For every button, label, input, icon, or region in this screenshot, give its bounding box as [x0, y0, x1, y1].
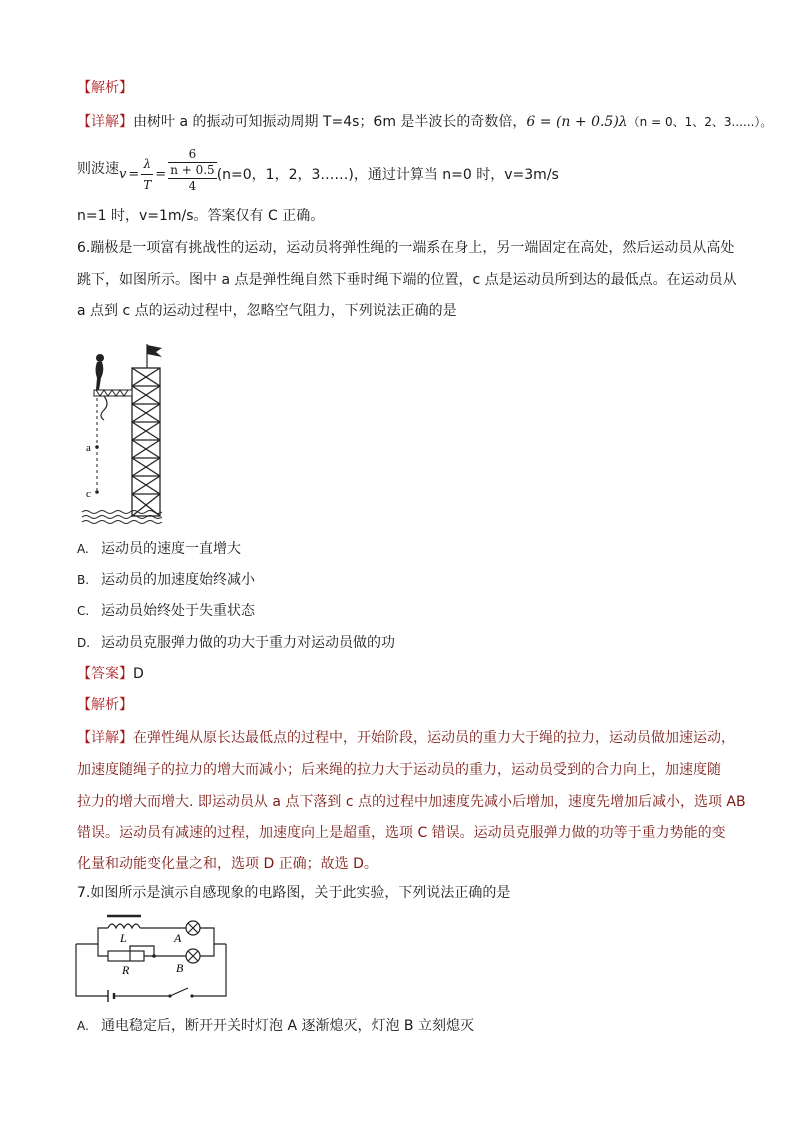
q6-analysis-tag: 【解析】 — [77, 697, 133, 713]
label-A: A — [174, 931, 182, 945]
switch-pivot — [168, 994, 171, 997]
q5-line2-prefix: 则波速 — [77, 161, 119, 177]
label-a: a — [86, 442, 91, 454]
circuit-diagram — [74, 908, 234, 1004]
q6-answer — [77, 664, 144, 684]
q5-line1-text: 由树叶 a 的振动可知振动周期 T=4s；6m 是半波长的奇数倍， — [133, 114, 527, 130]
q5-analysis-tag: 【解析】 — [77, 80, 133, 96]
q5-big-num: 6 — [168, 146, 217, 163]
flag-icon — [147, 345, 162, 357]
q6-option-a-text: 运动员的速度一直增大 — [101, 541, 241, 557]
q5-eq2: = — [155, 167, 167, 182]
label-c: c — [86, 488, 91, 500]
wire-branch-top-left — [76, 928, 108, 944]
q5-inner-top: n + 0.5 — [170, 163, 215, 177]
q6-detail-line4: 错误。运动员有减速的过程，加速度向上是超重，选项 C 错误。运动员克服弹力做的功等于重力势能的变 — [77, 825, 726, 841]
wire-lamp-b-right — [200, 944, 214, 956]
q5-big-fraction — [168, 146, 217, 194]
q5-detail-tag: 【详解】 — [77, 114, 133, 130]
switch-contact — [190, 994, 193, 997]
q6-option-c-text: 运动员始终处于失重状态 — [101, 603, 255, 619]
q6-answer-value: D — [133, 666, 144, 682]
q5-inner-fraction — [168, 163, 217, 194]
q6-option-a — [77, 539, 241, 559]
bungee-cord — [101, 396, 107, 420]
q6-stem-line3: a 点到 c 点的运动过程中，忽略空气阻力，下列说法正确的是 — [77, 303, 457, 319]
bungee-figure — [80, 340, 180, 530]
q6-answer-tag: 【答案】 — [77, 666, 133, 682]
q7-option-a-text: 通电稳定后，断开开关时灯泡 A 逐渐熄灭，灯泡 B 立刻熄灭 — [101, 1018, 474, 1034]
wire-branch-bottom-left — [98, 944, 108, 956]
label-R: R — [122, 963, 130, 977]
jumper-icon — [96, 354, 105, 390]
q6-detail-line2: 加速度随绳子的拉力的增大而减小；后来绳的拉力大于运动员的重力，运动员受到的合力向上，加速度随 — [77, 762, 721, 778]
q6-detail-line5: 化量和动能变化量之和，选项 D 正确；故选 D。 — [77, 856, 378, 872]
rheostat-slider — [130, 946, 154, 961]
q5-v-symbol: v — [119, 167, 127, 182]
q5-line1-range: （n = 0、1、2、3......）。 — [627, 115, 773, 129]
q5-line2-suffix: (n=0，1，2，3……)，通过计算当 n=0 时，v=3m/s — [216, 167, 559, 183]
jump-platform — [94, 390, 132, 396]
q6-detail-tag: 【详解】 — [77, 730, 133, 746]
q6-option-b — [77, 570, 255, 590]
q5-T: T — [143, 177, 152, 192]
q5-detail-line1 — [77, 112, 772, 132]
q6-option-a-key: A. — [77, 542, 89, 556]
wire-left — [76, 944, 108, 996]
q6-option-d — [77, 633, 395, 653]
label-L: L — [120, 931, 127, 945]
q6-option-c-key: C. — [77, 604, 90, 618]
water — [82, 511, 162, 524]
q5-inner-bottom: 4 — [188, 179, 197, 193]
q7-stem: 7.如图所示是演示自感现象的电路图，关于此实验，下列说法正确的是 — [77, 885, 511, 901]
inductor-coil — [108, 924, 140, 928]
q6-stem-line2: 跳下，如图所示。图中 a 点是弹性绳自然下垂时绳下端的位置，c 点是运动员所到达的最低点。在运动员从 — [77, 272, 737, 288]
q6-detail-text1: 在弹性绳从原长达最低点的过程中，开始阶段，运动员的重力大于绳的拉力，运动员做加速运动， — [133, 730, 735, 746]
q5-detail-line2 — [77, 142, 559, 196]
q6-option-c — [77, 601, 255, 621]
tower — [132, 368, 160, 516]
point-a — [95, 445, 99, 449]
q6-option-b-text: 运动员的加速度始终减小 — [101, 572, 255, 588]
q7-option-a-key: A. — [77, 1019, 89, 1033]
point-c — [95, 490, 99, 494]
switch-lever — [170, 988, 188, 996]
q5-eq1: = — [128, 167, 140, 182]
q6-option-d-key: D. — [77, 636, 91, 650]
q5-detail-line3: n=1 时，v=1m/s。答案仅有 C 正确。 — [77, 208, 325, 224]
q5-line1-formula: 6 = (n + 0.5)λ — [526, 114, 628, 130]
rheostat-icon — [108, 951, 144, 961]
q5-lambda-over-T — [141, 154, 153, 195]
node-dot — [152, 954, 156, 958]
q6-detail-line3: 拉力的增大而增大. 即运动员从 a 点下落到 c 点的过程中加速度先减小后增加，速度先增加后减小，选项 AB — [77, 794, 746, 810]
q6-option-d-text: 运动员克服弹力做的功大于重力对运动员做的功 — [101, 635, 395, 651]
q6-detail-line1 — [77, 728, 735, 748]
q6-option-b-key: B. — [77, 573, 90, 587]
q7-option-a — [77, 1016, 474, 1036]
q5-lambda: λ — [141, 154, 153, 175]
q6-stem-line1: 6.蹦极是一项富有挑战性的运动，运动员将弹性绳的一端系在身上，另一端固定在高处，然后运动员从高处 — [77, 240, 735, 256]
label-B: B — [176, 961, 184, 975]
wire-lamp-a-right — [200, 928, 226, 944]
